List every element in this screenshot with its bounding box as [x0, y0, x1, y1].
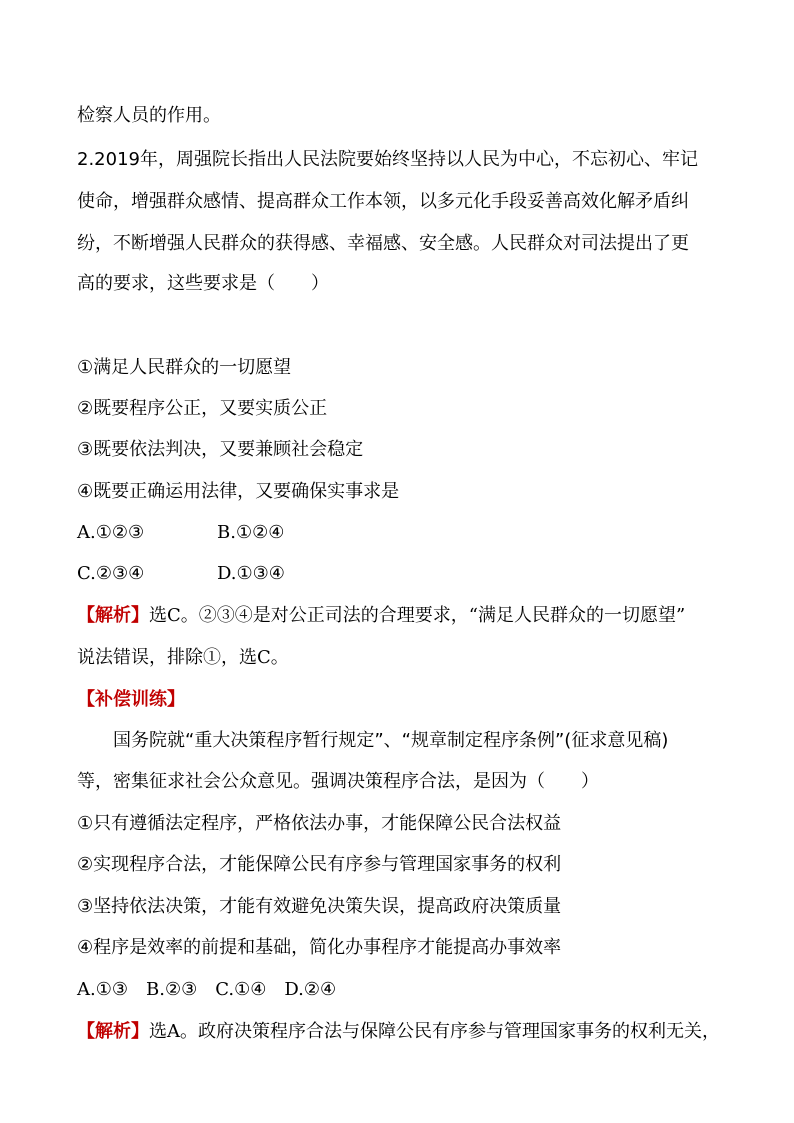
- question-stem-line: 纷，不断增强人民群众的获得感、幸福感、安全感。人民群众对司法提出了更: [77, 233, 689, 254]
- analysis-text: 选C。②③④是对公正司法的合理要求，“满足人民群众的一切愿望”: [149, 605, 686, 626]
- option-d: D.②④: [284, 979, 337, 1000]
- statement-item-2: ②实现程序合法，才能保障公民有序参与管理国家事务的权利: [77, 854, 562, 875]
- statement-item-1: ①只有遵循法定程序，严格依法办事，才能保障公民合法权益: [77, 813, 562, 834]
- answer-options-row: [77, 978, 727, 1002]
- option-c: C.①④: [215, 979, 267, 1000]
- analysis-text: 选A。政府决策程序合法与保障公民有序参与管理国家事务的权利无关，: [149, 1021, 720, 1042]
- analysis-line: [77, 604, 727, 628]
- statement-item-4: ④程序是效率的前提和基础，简化办事程序才能提高办事效率: [77, 937, 562, 958]
- analysis-tag: 【解析】: [77, 1021, 149, 1042]
- question-stem-line: 国务院就“重大决策程序暂行规定”、“规章制定程序条例”(征求意见稿): [113, 730, 669, 751]
- answer-options-row-2: [77, 562, 727, 586]
- statement-item-1: ①满足人民群众的一切愿望: [77, 357, 292, 378]
- option-b: B.①②④: [217, 522, 285, 543]
- option-c: C.②③④: [77, 563, 145, 584]
- question-stem-line: 高的要求，这些要求是（ ）: [77, 273, 329, 294]
- question-stem-line: 2.2019年，周强院长指出人民法院要始终坚持以人民为中心，不忘初心、牢记: [77, 149, 698, 170]
- question-stem-line: 使命，增强群众感情、提高群众工作本领，以多元化手段妥善高效化解矛盾纠: [77, 191, 689, 212]
- analysis-tag: 【解析】: [77, 605, 149, 626]
- statement-item-3: ③既要依法判决，又要兼顾社会稳定: [77, 439, 364, 460]
- option-a: A.①③: [77, 979, 128, 1000]
- analysis-line: 说法错误，排除①，选C。: [77, 647, 289, 668]
- option-a: A.①②③: [77, 522, 145, 543]
- section-heading: 【补偿训练】: [77, 689, 185, 710]
- statement-item-3: ③坚持依法决策，才能有效避免决策失误，提高政府决策质量: [77, 896, 562, 917]
- statement-item-2: ②既要程序公正，又要实质公正: [77, 398, 328, 419]
- previous-answer-tail: 检察人员的作用。: [77, 105, 221, 126]
- question-stem-line: 等，密集征求社会公众意见。强调决策程序合法，是因为（ ）: [77, 771, 599, 792]
- statement-item-4: ④既要正确运用法律，又要确保实事求是: [77, 481, 400, 502]
- analysis-line: [77, 1020, 727, 1044]
- answer-options-row-1: [77, 521, 727, 545]
- option-b: B.②③: [146, 979, 198, 1000]
- option-d: D.①③④: [217, 563, 285, 584]
